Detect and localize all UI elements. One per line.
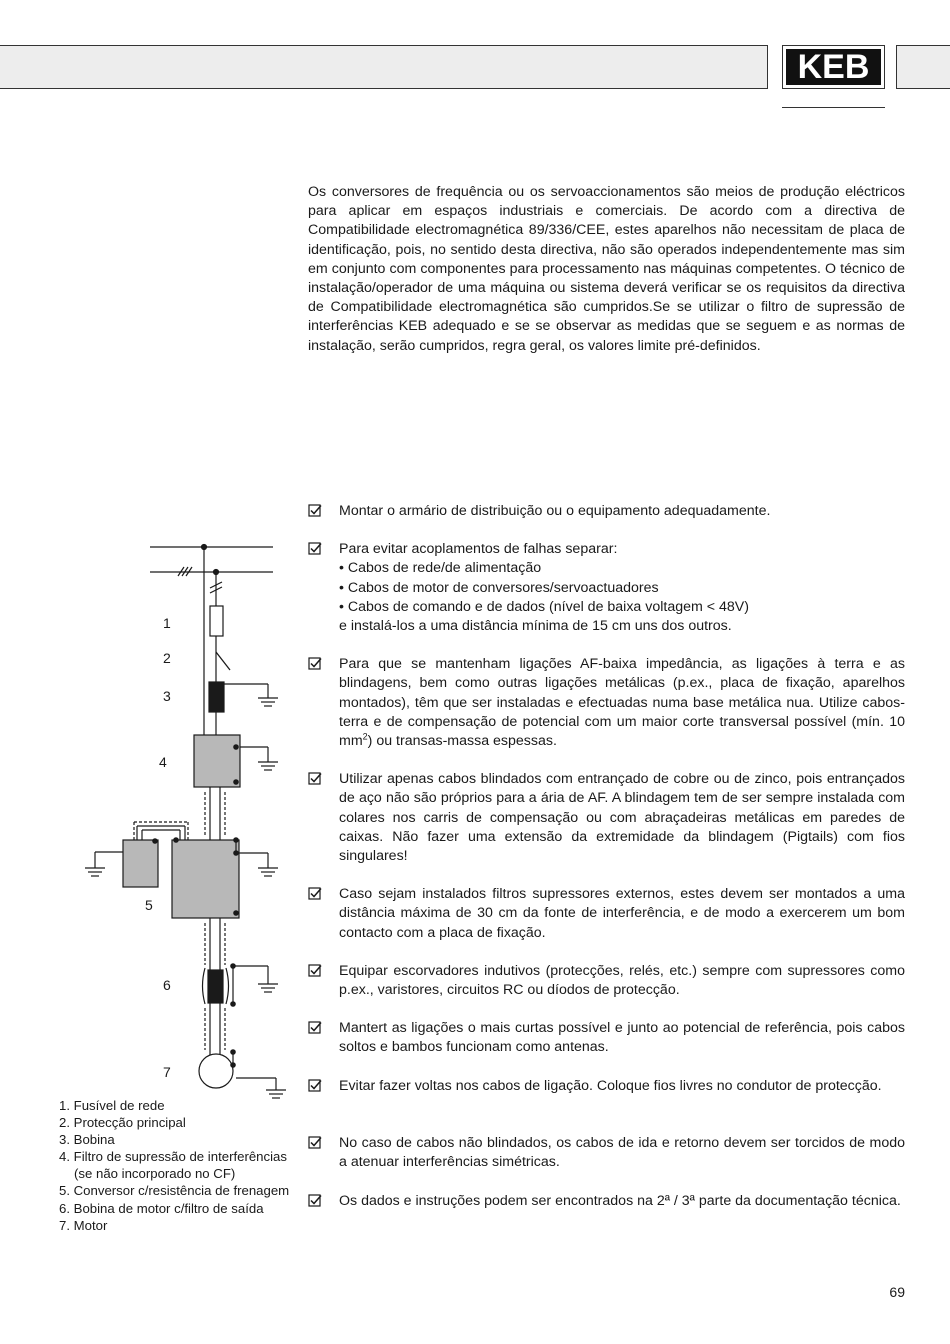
filter-box bbox=[194, 735, 240, 787]
diagram-legend bbox=[59, 1097, 299, 1234]
checklist-item bbox=[308, 1192, 905, 1211]
diagram-label-6: 6 bbox=[163, 977, 171, 993]
legend-item: 1. Fusível de rede bbox=[59, 1098, 165, 1113]
keb-logo-mark bbox=[786, 49, 881, 85]
converter-box bbox=[172, 840, 239, 918]
checklist-item bbox=[308, 502, 905, 521]
legend-item: 4. Filtro de supressão de interferências (se não incorporado no CF) bbox=[59, 1149, 287, 1182]
header-bar-right bbox=[896, 45, 950, 89]
checkbox-icon bbox=[308, 542, 322, 556]
page-number: 69 bbox=[889, 1284, 905, 1300]
braking-resistor-box bbox=[123, 840, 158, 887]
checklist-item bbox=[308, 1077, 905, 1096]
checklist-text-end: ) ou transas-massa espessas. bbox=[367, 733, 557, 750]
bullet-list bbox=[339, 559, 905, 617]
checklist-text bbox=[339, 655, 905, 751]
checkbox-icon bbox=[308, 1079, 322, 1093]
checklist-item bbox=[308, 962, 905, 1001]
legend-item: 5. Conversor c/resistência de frenagem bbox=[59, 1183, 290, 1199]
checklist-text: e instalá-los a uma distância mínima de 15 cm uns dos outros. bbox=[339, 618, 732, 635]
checkbox-icon bbox=[308, 504, 322, 518]
legend-item: 7. Motor bbox=[59, 1217, 108, 1233]
header-bar bbox=[0, 45, 768, 89]
checklist-text: Evitar fazer voltas nos cabos de ligação. Coloque fios livres no condutor de protecção. bbox=[339, 1078, 882, 1094]
checkbox-icon bbox=[308, 1194, 322, 1208]
checklist-text: No caso de cabos não blindados, os cabos de ida e retorno devem ser torcidos de modo a atenuar interferências simétricas. bbox=[339, 1135, 905, 1171]
checklist-item bbox=[308, 885, 905, 943]
checklist-item bbox=[308, 655, 905, 751]
checklist-text: Montar o armário de distribuição ou o equipamento adequadamente. bbox=[339, 503, 771, 519]
checklist-item bbox=[308, 540, 905, 636]
logo-underline bbox=[782, 107, 885, 108]
superscript: 2 bbox=[362, 731, 368, 742]
checklist-text: Utilizar apenas cabos blindados com entrançado de cobre ou de zinco, pois entrançados de aço não são próprios para a ária de AF. A blindagem tem de ser sempre instalada com colares nos carris de compensação ou com abraçadeiras metálicas em paredes de caixas. Não fazer uma extensão da extremidade da blindagem (Pigtails) com fios singulares! bbox=[339, 771, 905, 865]
motor-choke-symbol bbox=[208, 970, 223, 1003]
checklist-text: Equipar escorvadores indutivos (protecções, relés, etc.) sempre com supressores como p.ex., varistores, circuitos RC ou díodos de protecção. bbox=[339, 963, 905, 999]
keb-logo bbox=[782, 45, 885, 89]
checkbox-icon bbox=[308, 887, 322, 901]
wiring-diagram bbox=[50, 530, 300, 1105]
checklist-text: Para evitar acoplamentos de falhas separar: bbox=[339, 541, 618, 557]
checkbox-icon bbox=[308, 1021, 322, 1035]
checklist-text: Os dados e instruções podem ser encontrados na 2ª / 3ª parte da documentação técnica. bbox=[339, 1193, 901, 1209]
checklist-item bbox=[308, 1019, 905, 1058]
bullet-item: • Cabos de motor de conversores/servoactuadores bbox=[339, 579, 659, 596]
checkbox-icon bbox=[308, 1136, 322, 1150]
motor-symbol bbox=[199, 1054, 233, 1088]
diagram-label-3: 3 bbox=[163, 688, 171, 704]
checkbox-icon bbox=[308, 964, 322, 978]
checkbox-icon bbox=[308, 772, 322, 786]
diagram-label-1: 1 bbox=[163, 615, 171, 631]
switch-symbol bbox=[216, 652, 230, 670]
bullet-item: • Cabos de comando e de dados (nível de baixa voltagem < 48V) bbox=[339, 598, 749, 615]
intro-paragraph: Os conversores de frequência ou os servoaccionamentos são meios de produção eléctricos para aplicar em espaços industriais e comerciais. De acordo com a directiva de Compatibilidade electromagnética 89/336/CEE, estes aparelhos não necessitam de placa de identificação, pois, no sentido desta directiva, não são operados independentemente mas sim em conjunto com componentes para processamento nas máquinas competentes. O técnico de instalação/operador de uma máquina ou sistema deverá verificar se os requisitos da directiva de Compatibilidade electromagnética são cumpridos.Se se utilizar o filtro de supressão de interferências KEB adequado e se se observar as medidas que se seguem e as normas de instalação, serão cumpridos, regra geral, os valores limite pré-definidos. bbox=[308, 184, 905, 354]
checklist-item bbox=[308, 1134, 905, 1173]
legend-item: 6. Bobina de motor c/filtro de saída bbox=[59, 1200, 264, 1216]
diagram-label-5: 5 bbox=[145, 897, 153, 913]
logo-text: KEB bbox=[797, 49, 870, 85]
fuse-symbol bbox=[210, 606, 223, 636]
diagram-label-4: 4 bbox=[159, 754, 167, 770]
checklist-text: Mantert as ligações o mais curtas possível e junto ao potencial de referência, pois cabos soltos e bambos funcionam como antenas. bbox=[339, 1020, 905, 1056]
checklist-text: Caso sejam instalados filtros supressores externos, estes devem ser montados a uma distância máxima de 30 cm da fonte de interferência, e de modo a exercerem um bom contacto com a placa de fixação. bbox=[339, 886, 905, 941]
checkbox-icon bbox=[308, 657, 322, 671]
bullet-item: • Cabos de rede/de alimentação bbox=[339, 560, 542, 577]
diagram-label-2: 2 bbox=[163, 650, 171, 666]
legend-item: 2. Protecção principal bbox=[59, 1115, 186, 1131]
diagram-label-7: 7 bbox=[163, 1064, 171, 1080]
checklist-text-main: Para que se mantenham ligações AF-baixa impedância, as ligações à terra e as blindagens, bem como outras ligações metálicas (p.ex., placa de fixação, aparelhos montados), têm que ser instaladas e efectuadas numa base metálica nua. Utilize cabos-terra e de compensação de potencial com um maior corte transversal possível (mín. 10 mm bbox=[339, 656, 905, 750]
legend-item: 3. Bobina bbox=[59, 1132, 115, 1148]
checklist-item bbox=[308, 770, 905, 866]
choke-symbol bbox=[209, 682, 224, 712]
